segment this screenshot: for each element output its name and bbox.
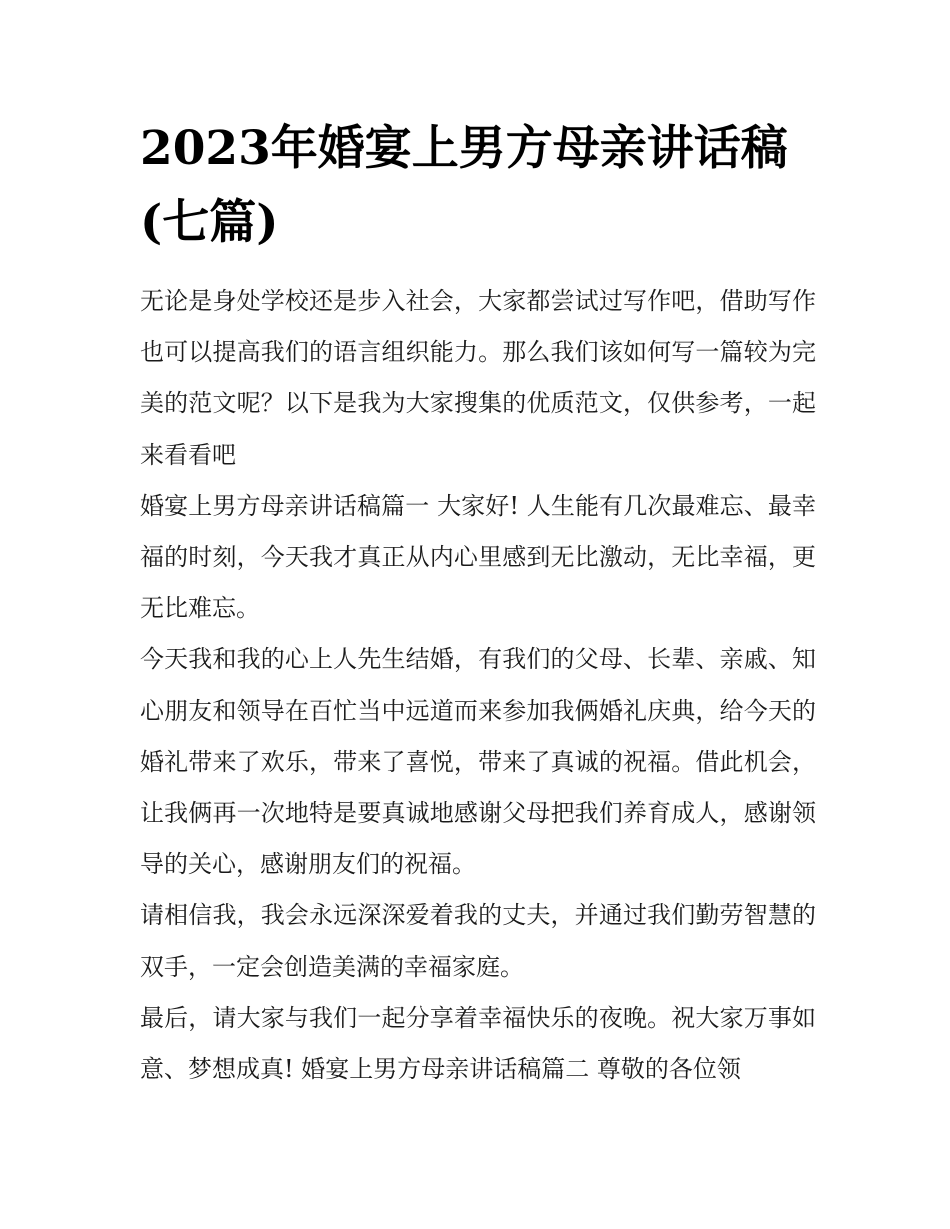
paragraph-intro: 无论是身处学校还是步入社会，大家都尝试过写作吧，借助写作也可以提高我们的语言组织能力。那么我们该如何写一篇较为完美的范文呢？以下是我为大家搜集的优质范文，仅供参考，一起来看看吧 (140, 287, 816, 469)
document-title: 2023年婚宴上男方母亲讲话稿(七篇) (140, 121, 788, 250)
document-body (140, 276, 816, 1095)
paragraph-promise: 请相信我，我会永远深深爱着我的丈夫，并通过我们勤劳智慧的双手，一定会创造美满的幸福家庭。 (140, 901, 816, 981)
paragraph-speech-one-opening: 婚宴上男方母亲讲话稿篇一 大家好! 人生能有几次最难忘、最幸福的时刻，今天我才真正从内心里感到无比激动，无比幸福，更无比难忘。 (140, 491, 816, 623)
paragraph-closing: 最后，请大家与我们一起分享着幸福快乐的夜晚。祝大家万事如意、梦想成真! 婚宴上男方母亲讲话稿篇二 尊敬的各位领 (140, 1003, 816, 1084)
paragraph-thanks: 今天我和我的心上人先生结婚，有我们的父母、长辈、亲戚、知心朋友和领导在百忙当中远道而来参加我俩婚礼庆典，给今天的婚礼带来了欢乐，带来了喜悦，带来了真诚的祝福。借此机会，让我俩再一次地特是要真诚地感谢父母把我们养育成人，感谢领导的关心，感谢朋友们的祝福。 (140, 645, 816, 879)
